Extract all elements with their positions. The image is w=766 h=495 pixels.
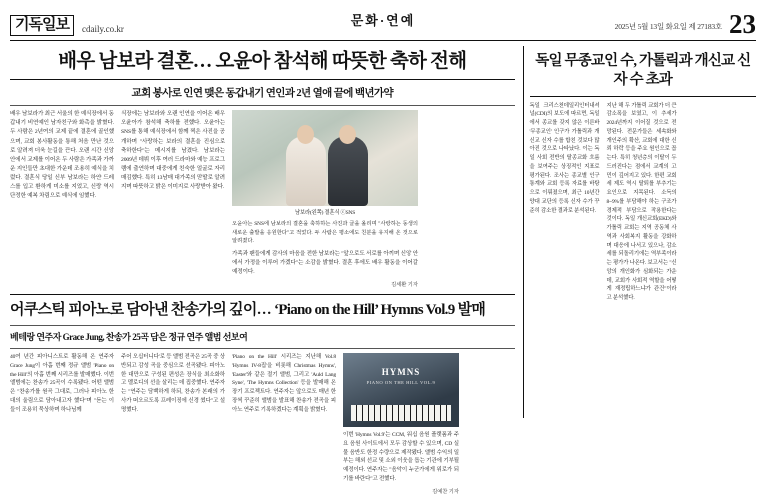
page-number: 23 (729, 9, 756, 40)
guest-figure (328, 136, 368, 206)
bottom-byline: 김예찬 기자 (432, 489, 459, 495)
album-cover[interactable] (343, 353, 459, 427)
lead-subhead: 교회 봉사로 인연 맺은 동갑내기 연인과 2년 열애 끝에 백년가약 (131, 88, 393, 100)
right-headline-divider (530, 96, 756, 97)
site-url[interactable]: cdaily.co.kr (81, 24, 124, 34)
masthead-divider (10, 40, 756, 41)
wedding-photo[interactable] (232, 110, 418, 206)
bottom-article-body (10, 353, 515, 495)
newspaper-logo[interactable]: 기독일보 (10, 15, 74, 36)
bottom-story (10, 294, 515, 495)
photo-caption: 남보라(왼쪽) 결혼식 ⓒSNS (294, 210, 356, 217)
section-title: 문화·연예 (350, 13, 416, 28)
subhead-divider (10, 105, 515, 106)
lead-article-body (10, 110, 515, 288)
right-article-body (530, 102, 756, 303)
right-column-1: 독일 크리스천데일리인터내셔널(CDI)의 보도에 따르면, 독일에서 종교를 갖지 않은 이른바 '무종교인' 인구가 가톨릭과 개신교 신자 수를 합친 것보다 많아진 것으로 나타났다. 이는 독일 사회 전반의 탈종교화 흐름을 보여주는 상징적인 지표로 평가된다. 조사는 종교별 인구 통계와 교회 등록 자료를 바탕으로 이뤄졌으며, 최근 10년간 양대 교단의 등록 신자 수가 꾸준히 감소한 결과로 분석된다. (529, 102, 600, 214)
bride-figure (286, 136, 326, 206)
masthead (10, 6, 756, 40)
lead-column-3: 가족과 팬들에게 감사의 마음을 전한 남보라는 "앞으로도 서로를 아끼며 신앙 안에서 가정을 이루어 가겠다"는 소감을 밝혔다. 결혼 후에도 배우 활동을 이어갈 예정이다. (232, 250, 418, 275)
right-headline[interactable]: 독일 무종교인 수, 가톨릭과 개신교 신자 수 초과 (535, 53, 751, 88)
album-cover-subtitle: PIANO ON THE HILL VOL.9 (366, 379, 436, 385)
right-column (530, 46, 756, 418)
bottom-headline-divider (10, 325, 515, 326)
bottom-column-3: 'Piano on the Hill' 시리즈는 지난해 Vol.8 'Hymns IV-8집'을 비롯해 Christmas Hymns', 'Easter'와 같은 절기 앨범, 그리고 'Auld Lang Syne', 'The Hymns Collection' 등을 발매해 온 장기 프로젝트다. 연주자는 앞으로도 매년 한 장씩 꾸준히 앨범을 발표해 찬송가 전곡을 피아노 연주로 기록하겠다는 계획을 밝혔다. (232, 353, 336, 414)
lead-column-2: 식장에는 남보라와 오랜 인연을 이어온 배우 오윤아가 참석해 축하를 전했다. 오윤아는 SNS를 통해 예식장에서 함께 찍은 사진을 공개하며 "사랑하는 보라의 결혼을 진심으로 축하한다"는 메시지를 남겼다. 남보라는 2009년 데뷔 이후 여러 드라마와 예능 프로그램에 출연하며 대중에게 친숙한 얼굴로 자리매김했다. 특히 13남매 대가족의 맏딸로 알려지며 따뜻하고 밝은 이미지로 사랑받아 왔다. (121, 111, 225, 190)
bottom-column-4: 이번 'Hymns Vol.9'는 CCM, 워십 음원 플랫폼과 주요 음원 사이트에서 모두 감상할 수 있으며, CD 실물 음반도 한정 수량으로 제작됐다. 앨범 수익의 일부는 해외 선교 및 소외 이웃을 돕는 기관에 기부될 예정이다. 연주자는 "음악이 누군가에게 위로가 되기를 바란다"고 전했다. (343, 431, 459, 483)
album-cover-title: HYMNS (381, 366, 421, 377)
piano-keys-graphic (351, 405, 451, 421)
bottom-story-divider (10, 294, 515, 295)
left-column (10, 46, 523, 495)
bottom-headline[interactable]: 어쿠스틱 피아노로 담아낸 찬송가의 깊이… ‘Piano on the Hill’ Hymns Vol.9 발매 (10, 301, 486, 318)
column-divider (523, 46, 524, 418)
lead-headline[interactable]: 배우 남보라 결혼… 오윤아 참석해 따뜻한 축하 전해 (58, 51, 467, 72)
lead-photo-block (232, 110, 418, 288)
album-block (343, 353, 459, 495)
issue-date: 2025년 5월 13일 화요일 제 27183호 (614, 22, 722, 31)
photo-sub-text: 오윤아는 SNS에 남보라의 결혼을 축하하는 사진과 글을 올리며 "사랑하는 동생의 새로운 출발을 응원한다"고 적었다. 두 사람은 평소에도 친분을 유지해 온 것으로 알려졌다. (232, 221, 418, 245)
lead-byline: 김세환 기자 (391, 281, 418, 288)
right-column-2: 지난 해 두 가톨릭 교회가 더 큰 감소폭을 보였고, 이 추세가 2024년까지 이어질 것으로 전망된다. 전문가들은 세속화와 개인주의 확산, 교회에 대한 신뢰 하락 등을 주요 원인으로 꼽는다. 특히 청년층의 이탈이 두드러진다는 점에서 교계의 고민이 깊어지고 있다. 한편 교회세 제도 역시 탈퇴를 부추기는 요인으로 지목된다. 소득의 8~9%를 부담해야 하는 구조가 경제적 부담으로 작용한다는 것이다. 독일 개신교회(EKD)와 가톨릭 교회는 지역 공동체 사역과 사회복지 활동을 강화하며 대응에 나서고 있으나, 감소세를 되돌리기에는 역부족이라는 평가가 나온다. 보고서는 "신앙의 개인화가 심화되는 가운데, 교회가 사회적 역할을 어떻게 재정립하느냐가 관건"이라고 분석했다. (606, 102, 677, 302)
lead-column-1: 배우 남보라가 최근 서울의 한 예식장에서 동갑내기 비연예인 남자친구와 화촉을 밝혔다. 두 사람은 2년여의 교제 끝에 결혼에 골인했으며, 교회 봉사활동을 통해 처음 만난 것으로 알려져 더욱 눈길을 끈다. 오랜 시간 신앙 안에서 교제를 이어온 두 사람은 가족과 가까운 지인들만 초대한 가운데 조용히 예식을 치렀다. 결혼식 당일 신부 남보라는 하얀 드레스를 입고 환하게 미소를 지었고, 신랑 역시 단정한 예복 차림으로 예식에 임했다. (10, 111, 114, 199)
page-content (10, 46, 756, 495)
bottom-subhead-divider (10, 348, 515, 349)
headline-divider (10, 79, 515, 80)
bottom-subhead: 베테랑 연주자 Grace Jung, 찬송가 25곡 담은 정규 연주 앨범 선보여 (10, 331, 248, 342)
bottom-column-1: 40여 년간 피아니스트로 활동해 온 연주자 Grace Jung이 아홉 번째 정규 앨범 'Piano on the Hill'의 아홉 번째 시리즈를 발매했다. 이번 앨범에는 찬송가 25곡이 수록됐다. 어떤 앨범은 "찬송가를 원곡 그대로, 그러나 피아노 한 대의 울림으로 담아내고자 했다"며 "듣는 이들이 조용히 묵상하며 하나님께 (10, 353, 114, 414)
bottom-column-2: 주어 오십터니다'로 등 앨범 전곡은 25곡 중 상반되고 감성 곡을 중심으로 선곡됐다. 피아노 한 대만으로 구성된 편성은 장식을 최소화하고 멜로디의 선을 살리는 데 집중했다. 연주자는 "연주는 담백하게 하되, 찬송가 본래의 가사가 떠오르도록 프레이징에 신경 썼다"고 설명했다. (121, 353, 225, 414)
